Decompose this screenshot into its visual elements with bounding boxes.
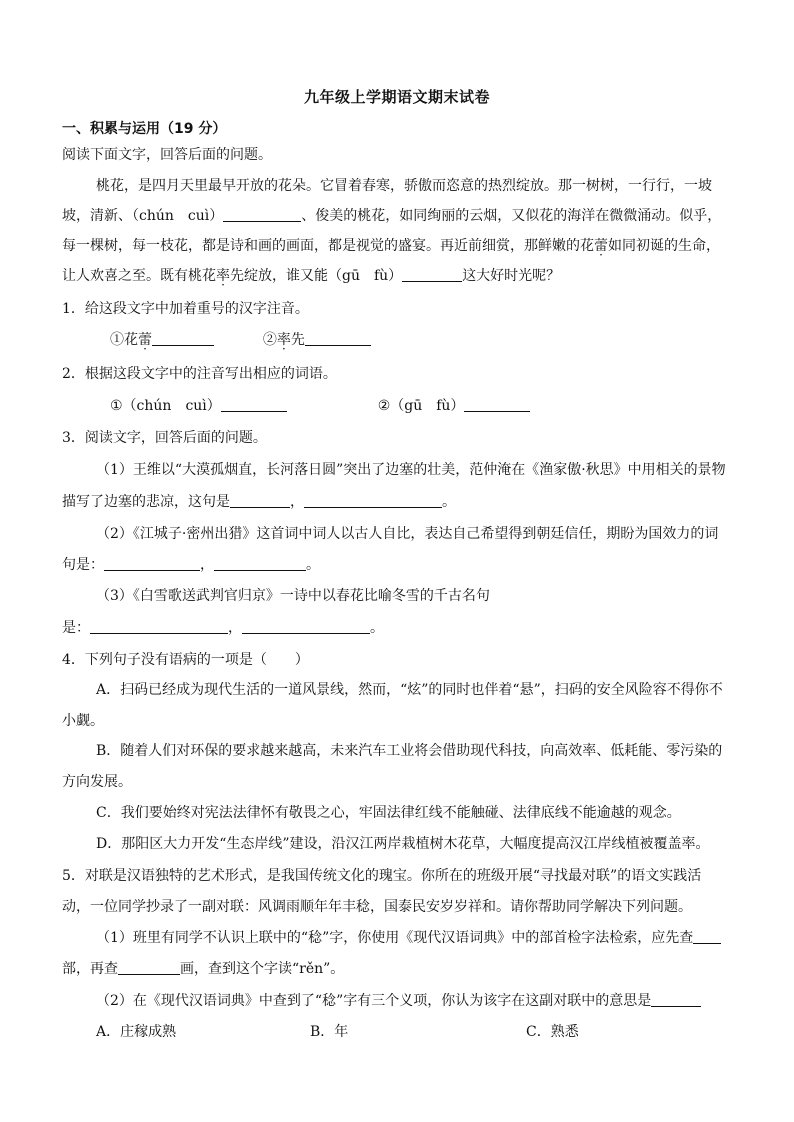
passage-line-2 bbox=[62, 206, 721, 226]
q3-text: 是： bbox=[62, 620, 90, 636]
q3-part1-line2 bbox=[62, 492, 456, 512]
answer-blank[interactable] bbox=[152, 331, 214, 346]
passage-text: 每一棵树，每一枝花，都是诗和画的画面，都是视觉的盛宴。再近前细赏，那鲜嫩的花 bbox=[62, 238, 594, 254]
q3-text: 句是： bbox=[62, 557, 104, 573]
passage-text: 让人欢喜之至。既有桃花 bbox=[62, 268, 216, 284]
passage-line-1: 桃花，是四月天里最早开放的花朵。它冒着春寒，骄傲而恣意的热烈绽放。那一树树，一行行，一坡 bbox=[96, 178, 712, 194]
q2-label-a: ①（chún cuì） bbox=[110, 398, 221, 414]
answer-blank[interactable] bbox=[651, 992, 701, 1007]
question-2-stem: 2．根据这段文字中的注音写出相应的词语。 bbox=[62, 366, 337, 382]
passage-line-3 bbox=[62, 236, 720, 256]
q5-text: 部，再查 bbox=[62, 961, 118, 977]
q3-part3-line1: （3）《白雪歌送武判官归京》一诗中以春花比喻冬雪的千古名句 bbox=[96, 588, 490, 604]
period: 。 bbox=[370, 620, 384, 636]
question-1-stem: 1．给这段文字中加着重号的汉字注音。 bbox=[62, 301, 309, 317]
q4-option-a-line1: A．扫码已经成为现代生活的一道风景线，然而，“炫”的同时也伴着“悬”，扫码的安全风险容不得你不 bbox=[96, 682, 723, 698]
period: 。 bbox=[442, 494, 456, 510]
answer-blank[interactable] bbox=[464, 397, 530, 412]
question-1-answers bbox=[110, 330, 371, 350]
answer-blank[interactable] bbox=[304, 493, 442, 508]
q5-part1-line1 bbox=[96, 928, 721, 948]
passage-text: 如同初诞的生命， bbox=[608, 238, 720, 254]
q3-part1-line1: （1）王维以“大漠孤烟直，长河落日圆”突出了边塞的壮美，范仲淹在《渔家傲·秋思》中用相关的景物 bbox=[96, 462, 726, 478]
q1-label-a: ①花 bbox=[110, 332, 138, 348]
q5-option-c: C．熟悉 bbox=[526, 1024, 579, 1040]
q5-text: （1）班里有同学不认识上联中的“稔”字，你使用《现代汉语词典》中的部首检字法检索，应先查 bbox=[96, 930, 694, 946]
answer-blank[interactable] bbox=[305, 331, 371, 346]
q1-label-b-suffix: 先 bbox=[290, 332, 305, 348]
question-2-answers bbox=[110, 396, 530, 416]
answer-blank[interactable] bbox=[402, 267, 462, 282]
period: 。 bbox=[306, 557, 320, 573]
answer-blank[interactable] bbox=[90, 619, 228, 634]
emphasis-char: 率 bbox=[276, 332, 291, 348]
answer-blank[interactable] bbox=[118, 960, 180, 975]
reading-intro: 阅读下面文字，回答后面的问题。 bbox=[62, 147, 272, 163]
q5-part2 bbox=[96, 991, 701, 1011]
passage-text: 先绽放，谁又能（gū fù） bbox=[230, 268, 403, 284]
q3-text: 描写了边塞的悲凉，这句是 bbox=[62, 494, 230, 510]
passage-text: 、俊美的桃花，如同绚丽的云烟，又似花的海洋在微微涌动。似乎， bbox=[301, 208, 722, 224]
q5-text: （2）在《现代汉语词典》中查到了“稔”字有三个义项，你认为该字在这副对联中的意思是 bbox=[96, 993, 652, 1009]
answer-blank[interactable] bbox=[221, 397, 287, 412]
answer-blank[interactable] bbox=[230, 493, 290, 508]
q5-option-a: A．庄稼成熟 bbox=[96, 1024, 177, 1040]
q5-text: 画，查到这个字读“rěn”。 bbox=[180, 961, 345, 977]
question-3-stem: 3．阅读文字，回答后面的问题。 bbox=[62, 430, 267, 446]
q4-option-c: C．我们要始终对宪法法律怀有敬畏之心，牢固法律红线不能触碰、法律底线不能逾越的观念。 bbox=[96, 805, 681, 821]
answer-blank[interactable] bbox=[223, 207, 301, 222]
q5-part1-line2 bbox=[62, 959, 344, 979]
question-5-stem-line2: 动，一位同学抄录了一副对联：风调雨顺年年丰稔，国泰民安岁岁祥和。请你帮助同学解决下列问题。 bbox=[62, 899, 692, 915]
q3-part3-line2 bbox=[62, 618, 384, 638]
comma: ， bbox=[200, 557, 214, 573]
answer-blank[interactable] bbox=[214, 556, 306, 571]
q3-part2-line1: （2）《江城子·密州出猎》这首词中词人以古人自比，表达自己希望得到朝廷信任，期盼为国效力的词 bbox=[96, 526, 719, 542]
q4-option-a-line2: 小觑。 bbox=[62, 713, 104, 729]
emphasis-char: 蕾 bbox=[594, 238, 608, 254]
section-heading: 一、积累与运用（19 分） bbox=[62, 121, 227, 137]
q4-option-d: D．那阳区大力开发“生态岸线”建设，沿汉江两岸栽植树木花草，大幅度提高汉江岸线植被覆盖率。 bbox=[96, 836, 710, 852]
answer-blank[interactable] bbox=[104, 556, 200, 571]
answer-blank[interactable] bbox=[693, 929, 721, 944]
comma: ， bbox=[228, 620, 242, 636]
q4-option-b-line2: 方向发展。 bbox=[62, 774, 132, 790]
q1-label-b: ② bbox=[262, 332, 277, 348]
passage-text: 这大好时光呢？ bbox=[462, 268, 561, 284]
q5-option-b: B．年 bbox=[310, 1024, 349, 1040]
emphasis-char: 蕾 bbox=[138, 332, 152, 348]
answer-blank[interactable] bbox=[242, 619, 370, 634]
q3-part2-line2 bbox=[62, 555, 320, 575]
question-5-stem-line1: 5．对联是汉语独特的艺术形式，是我国传统文化的瑰宝。你所在的班级开展“寻找最对联”的语文实践活 bbox=[62, 868, 702, 884]
passage-line-4 bbox=[62, 266, 560, 286]
question-4-stem: 4．下列句子没有语病的一项是（ ） bbox=[62, 652, 309, 668]
q4-option-b-line1: B．随着人们对环保的要求越来越高，未来汽车工业将会借助现代科技，向高效率、低耗能、零污染的 bbox=[96, 743, 723, 759]
emphasis-char: 率 bbox=[216, 268, 230, 284]
passage-text: 坡，清新、（chún cuì） bbox=[62, 208, 224, 224]
q2-label-b: ②（gū fù） bbox=[377, 398, 465, 414]
page-title: 九年级上学期语文期末试卷 bbox=[303, 88, 490, 106]
comma: ， bbox=[290, 494, 304, 510]
